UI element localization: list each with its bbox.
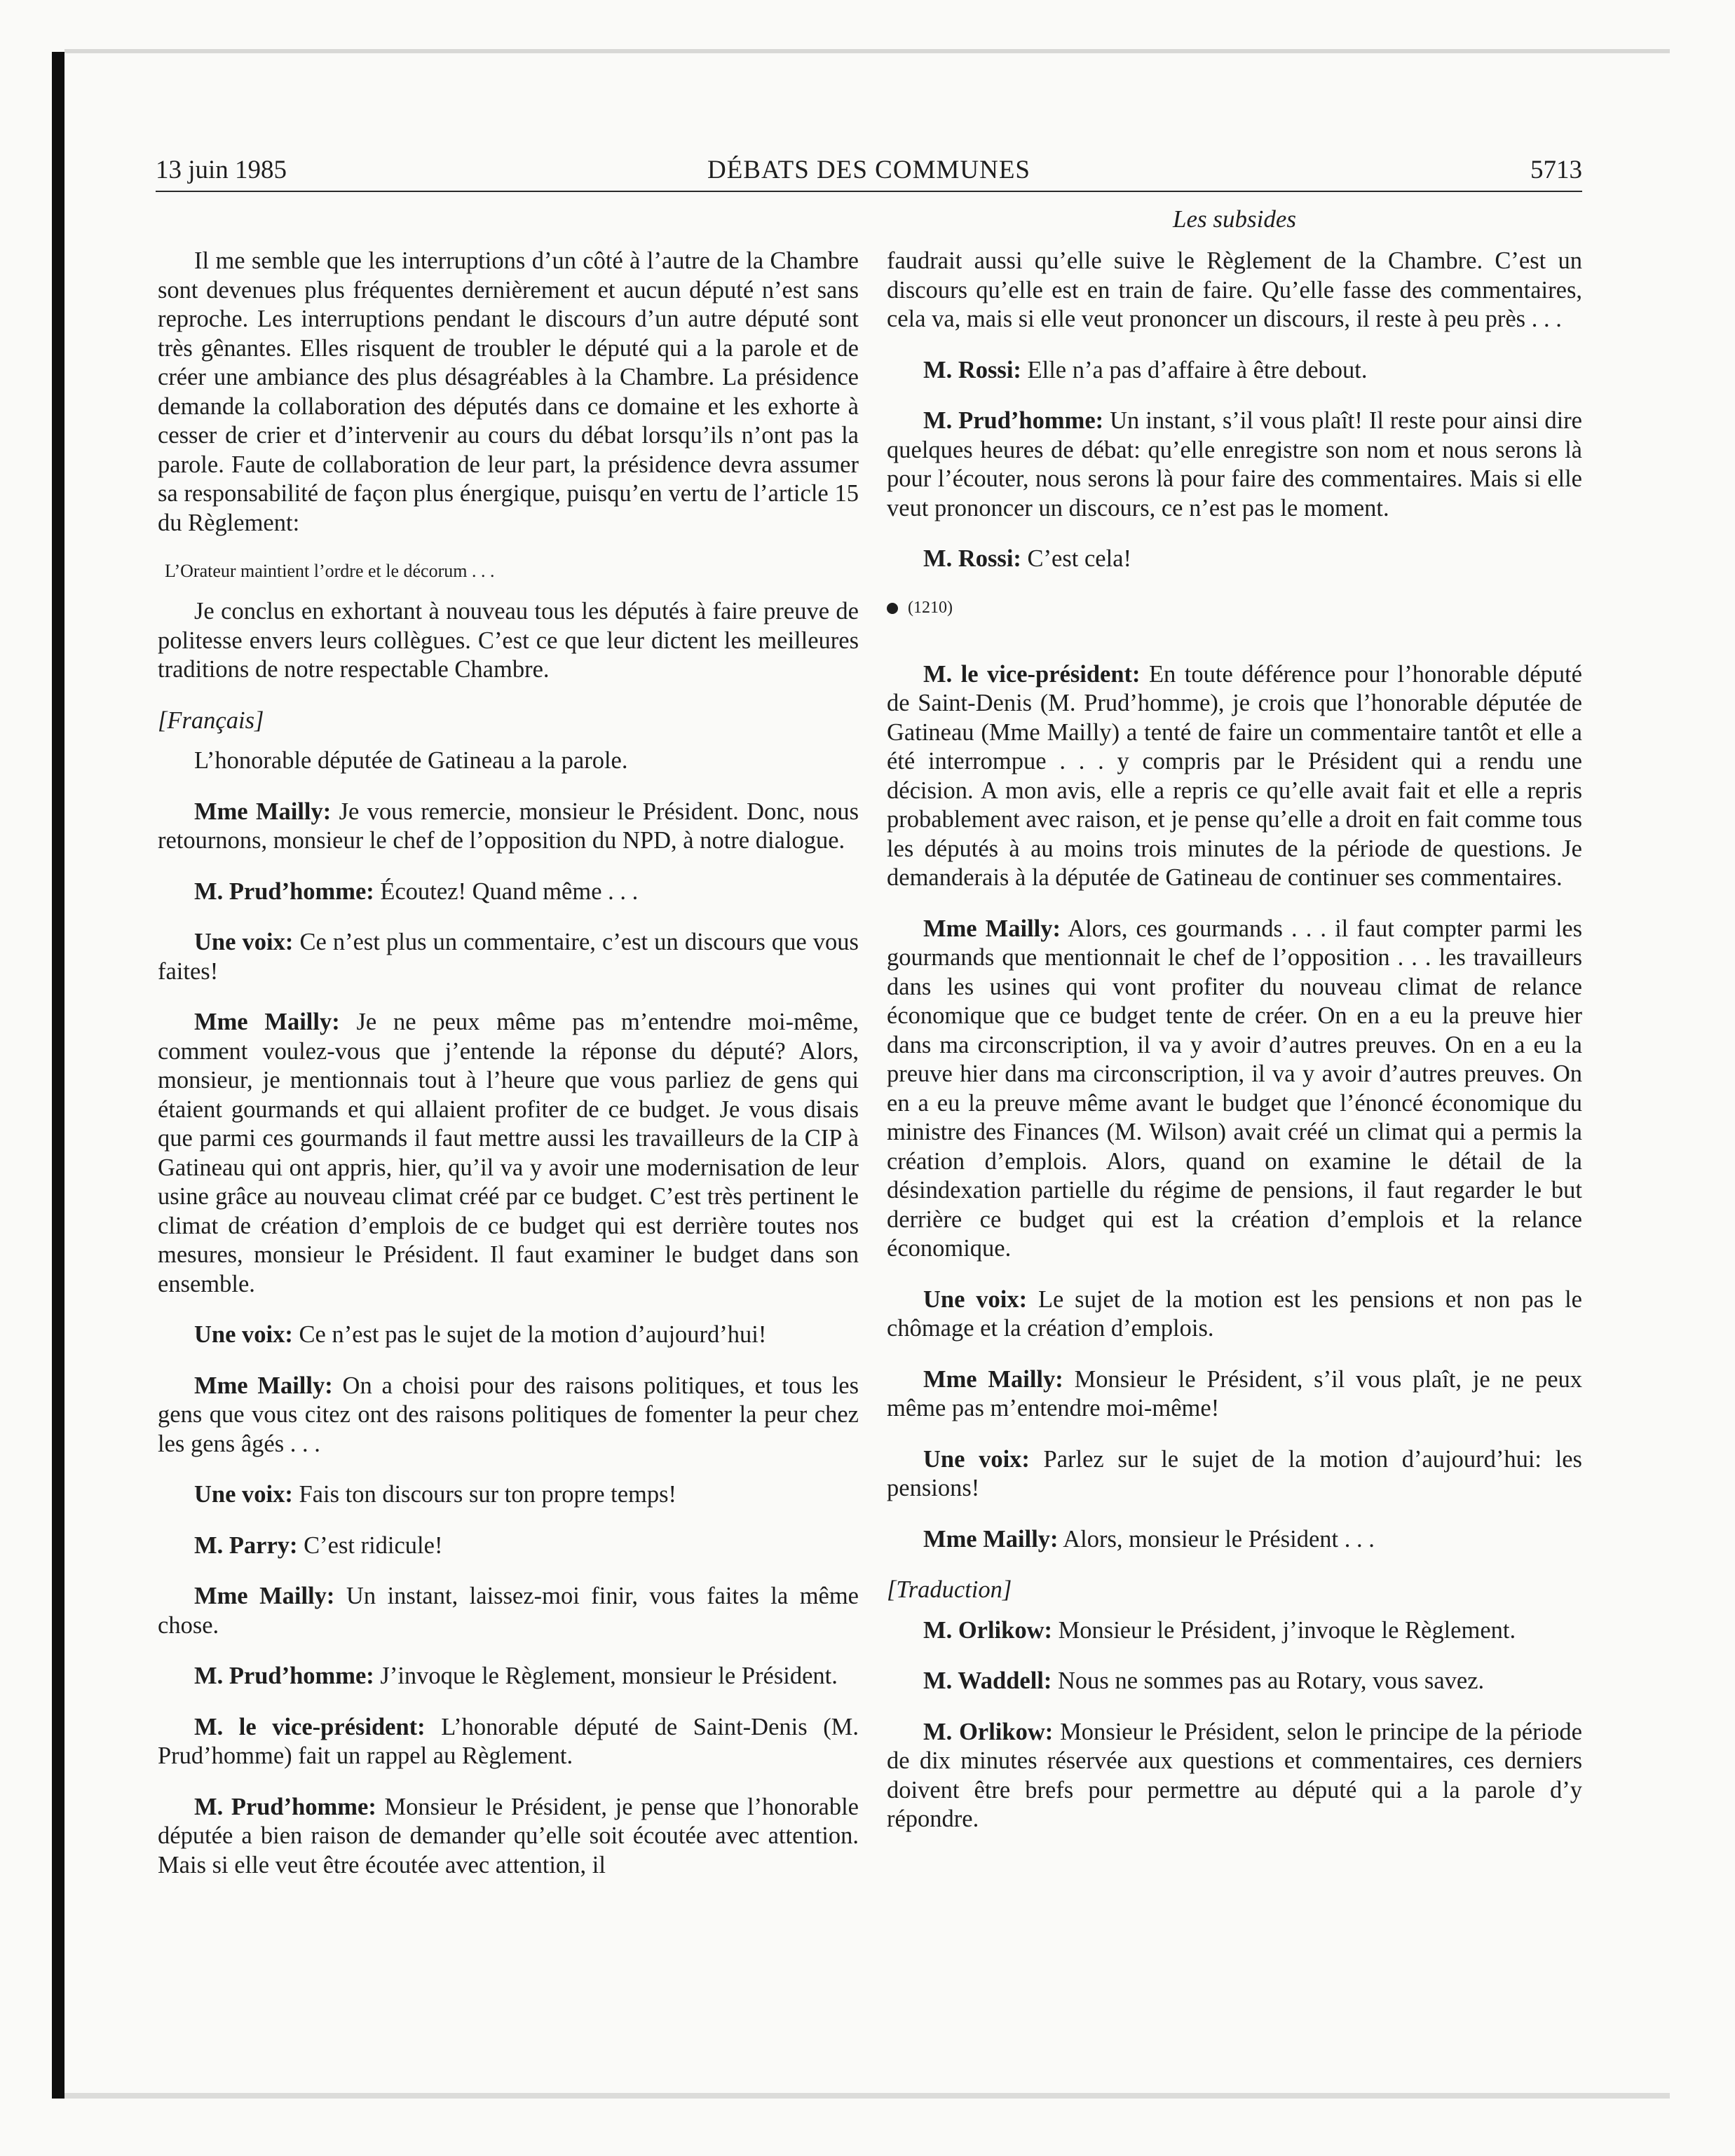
- bullet-icon: [887, 603, 898, 614]
- speech: Mme Mailly: Je vous remercie, monsieur le Président. Donc, nous retournons, monsieur le chef de l’opposition du NPD, à notre dialogue.: [158, 798, 859, 854]
- scan-top-edge: [64, 49, 1670, 53]
- paragraph: Je conclus en exhortant à nouveau tous les députés à faire preuve de politesse envers leurs collègues. C’est ce que leur dictent les meilleures traditions de notre respectable Chambre.: [158, 598, 859, 683]
- speech: Mme Mailly: Alors, monsieur le Président . . .: [923, 1525, 1375, 1553]
- speaker-name: M. Parry:: [194, 1531, 298, 1559]
- speech: M. Rossi: C’est cela!: [923, 545, 1131, 572]
- speaker-name: M. le vice-président:: [923, 660, 1141, 688]
- speech: Mme Mailly: Un instant, laissez-moi finir, vous faites la même chose.: [158, 1583, 859, 1639]
- header-rule: [156, 191, 1582, 192]
- speaker-name: M. Rossi:: [923, 356, 1021, 383]
- speaker-name: Une voix:: [194, 1321, 293, 1348]
- speaker-name: M. Orlikow:: [923, 1616, 1052, 1644]
- speaker-name: Mme Mailly:: [923, 1365, 1063, 1393]
- language-marker: [Français]: [158, 707, 264, 734]
- left-column: [158, 247, 859, 1902]
- speaker-name: M. Orlikow:: [923, 1718, 1054, 1745]
- speaker-name: M. Prud’homme:: [194, 1663, 374, 1689]
- speech: M. Waddell: Nous ne sommes pas au Rotary, vous savez.: [923, 1667, 1485, 1694]
- speaker-name: M. Prud’homme:: [923, 407, 1104, 434]
- speech: M. Prud’homme: Écoutez! Quand même . . .: [194, 878, 639, 905]
- right-column: [887, 247, 1582, 1856]
- speaker-name: M. Rossi:: [923, 545, 1021, 572]
- speaker-name: M. Prud’homme:: [194, 1793, 376, 1820]
- speech: M. le vice-président: L’honorable député de Saint-Denis (M. Prud’homme) fait un rappel au Règlement.: [158, 1713, 859, 1769]
- paragraph: faudrait aussi qu’elle suive le Règlement de la Chambre. C’est un discours qu’elle est en train de faire. Qu’elle fasse des commentaires, cela va, mais si elle veut prononcer un discours, il reste à peu près . . .: [887, 247, 1582, 332]
- speaker-name: Mme Mailly:: [194, 798, 332, 825]
- speaker-name: M. le vice-président:: [194, 1713, 426, 1740]
- speech: M. Prud’homme: J’invoque le Règlement, monsieur le Président.: [194, 1663, 838, 1689]
- scan-edge-bar: [52, 52, 64, 2099]
- speech: Mme Mailly: Monsieur le Président, s’il vous plaît, je ne peux même pas m’entendre moi-même!: [887, 1365, 1583, 1421]
- speech: M. le vice-président: En toute déférence pour l’honorable député de Saint-Denis (M. Prud’homme), je crois que l’honorable députée de Gatineau (Mme Mailly) a tenté de faire un commentaire tantôt et elle a été interrompue . . . y compris par le Président qui a rendu une décision. A mon avis, elle a repris ce qu’elle avait fait et elle a repris probablement avec raison, et je pense qu’elle a droit en fait comme tous les députés à au moins trois minutes de la période de questions. Je demanderais à la députée de Gatineau de continuer ses commentaires.: [887, 660, 1582, 891]
- speech: Une voix: Fais ton discours sur ton propre temps!: [194, 1481, 677, 1508]
- speech: M. Rossi: Elle n’a pas d’affaire à être debout.: [923, 356, 1368, 383]
- page-header: [156, 153, 1582, 195]
- speech: M. Parry: C’est ridicule!: [194, 1531, 443, 1559]
- quotation: L’Orateur maintient l’ordre et le décorum . . .: [165, 561, 495, 581]
- speaker-name: Une voix:: [923, 1445, 1030, 1473]
- speaker-name: M. Prud’homme:: [194, 878, 374, 905]
- speech: M. Prud’homme: Monsieur le Président, je pense que l’honorable députée a bien raison de demander qu’elle soit écoutée avec attention. Mais si elle veut être écoutée avec attention, il: [158, 1793, 859, 1878]
- speaker-name: Une voix:: [194, 929, 294, 955]
- header-page-number: 5713: [1530, 156, 1582, 184]
- speech: M. Orlikow: Monsieur le Président, j’invoque le Règlement.: [923, 1616, 1516, 1644]
- speaker-name: M. Waddell:: [923, 1667, 1052, 1694]
- time-marker: (1210): [887, 596, 1582, 620]
- speaker-name: Mme Mailly:: [194, 1583, 335, 1609]
- speaker-name: Mme Mailly:: [923, 1525, 1059, 1553]
- section-title: Les subsides: [1173, 205, 1296, 233]
- speaker-name: Mme Mailly:: [923, 915, 1061, 942]
- speech: M. Prud’homme: Un instant, s’il vous plaît! Il reste pour ainsi dire quelques heures de débat: qu’elle enregistre son nom et nous serons là pour l’écouter, nous serons là pour faire des commentaires. Mais si elle veut prononcer un discours, ce n’est pas le moment.: [887, 407, 1582, 521]
- speaker-name: Mme Mailly:: [194, 1009, 340, 1035]
- header-title: DÉBATS DES COMMUNES: [707, 156, 1030, 184]
- speech: Mme Mailly: Je ne peux même pas m’entendre moi-même, comment voulez-vous que j’entende la réponse du député? Alors, monsieur, je mentionnais tout à l’heure que vous parliez de gens qui étaient gourmands et qui allaient profiter de ce budget. Je vous disais que parmi ces gourmands il faut mettre aussi les travailleurs de la CIP à Gatineau qui ont appris, hier, qu’il va y avoir une modernisation de leur usine grâce au nouveau climat créé par ce budget. C’est très pertinent le climat de création d’emplois de ce budget qui est derrière toutes nos mesures, monsieur le Président. Il faut examiner le budget dans son ensemble.: [158, 1009, 859, 1297]
- paragraph: L’honorable députée de Gatineau a la parole.: [194, 747, 628, 774]
- speech: Une voix: Le sujet de la motion est les pensions et non pas le chômage et la création d’emplois.: [887, 1285, 1582, 1342]
- header-date: 13 juin 1985: [156, 156, 287, 184]
- scan-bottom-edge: [64, 2093, 1670, 2099]
- speaker-name: Une voix:: [923, 1285, 1028, 1313]
- speech: Une voix: Ce n’est plus un commentaire, c’est un discours que vous faites!: [158, 929, 859, 985]
- speech: M. Orlikow: Monsieur le Président, selon le principe de la période de dix minutes réservée aux questions et commentaires, ces derniers doivent être brefs pour permettre au député qui a la parole d’y répondre.: [887, 1718, 1582, 1832]
- speech: Mme Mailly: Alors, ces gourmands . . . il faut compter parmi les gourmands que mentionnait le chef de l’opposition . . . les travailleurs dans les usines qui vont profiter du nouveau climat de relance économique que ce budget tente de créer. On en a eu la preuve hier dans ma circonscription, il va y avoir d’autres preuves. On en a eu la preuve hier dans ma circonscription, il va y avoir d’autres preuves. On en a eu la preuve même avant le budget que l’énoncé économique du ministre des Finances (M. Wilson) avait créé un climat qui a permis la création d’emplois. Alors, quand on examine le détail de la désindexation partielle du régime de pensions, il faut regarder le but derrière ce budget qui est la création d’emplois et la relance économique.: [887, 915, 1583, 1262]
- speaker-name: Une voix:: [194, 1481, 293, 1508]
- speaker-name: Mme Mailly:: [194, 1372, 333, 1399]
- speech: Une voix: Parlez sur le sujet de la motion d’aujourd’hui: les pensions!: [887, 1445, 1582, 1501]
- paragraph: Il me semble que les interruptions d’un côté à l’autre de la Chambre sont devenues plus fréquentes dernièrement et aucun député n’est sans reproche. Les interruptions pendant le discours d’un autre député sont très gênantes. Elles risquent de troubler le député qui a la parole et de créer une ambiance des plus désagréables à la Chambre. La présidence demande la collaboration des députés dans ce domaine et les exhorte à cesser de crier et d’intervenir au cours du débat lorsqu’ils n’ont pas la parole. Faute de collaboration de leur part, la présidence devra assumer sa responsabilité de façon plus énergique, puisqu’en vertu de l’article 15 du Règlement:: [158, 247, 859, 536]
- speech: Une voix: Ce n’est pas le sujet de la motion d’aujourd’hui!: [194, 1321, 767, 1348]
- speech: Mme Mailly: On a choisi pour des raisons politiques, et tous les gens que vous citez ont des raisons politiques de fomenter la peur chez les gens âgés . . .: [158, 1372, 859, 1457]
- language-marker: [Traduction]: [887, 1576, 1012, 1603]
